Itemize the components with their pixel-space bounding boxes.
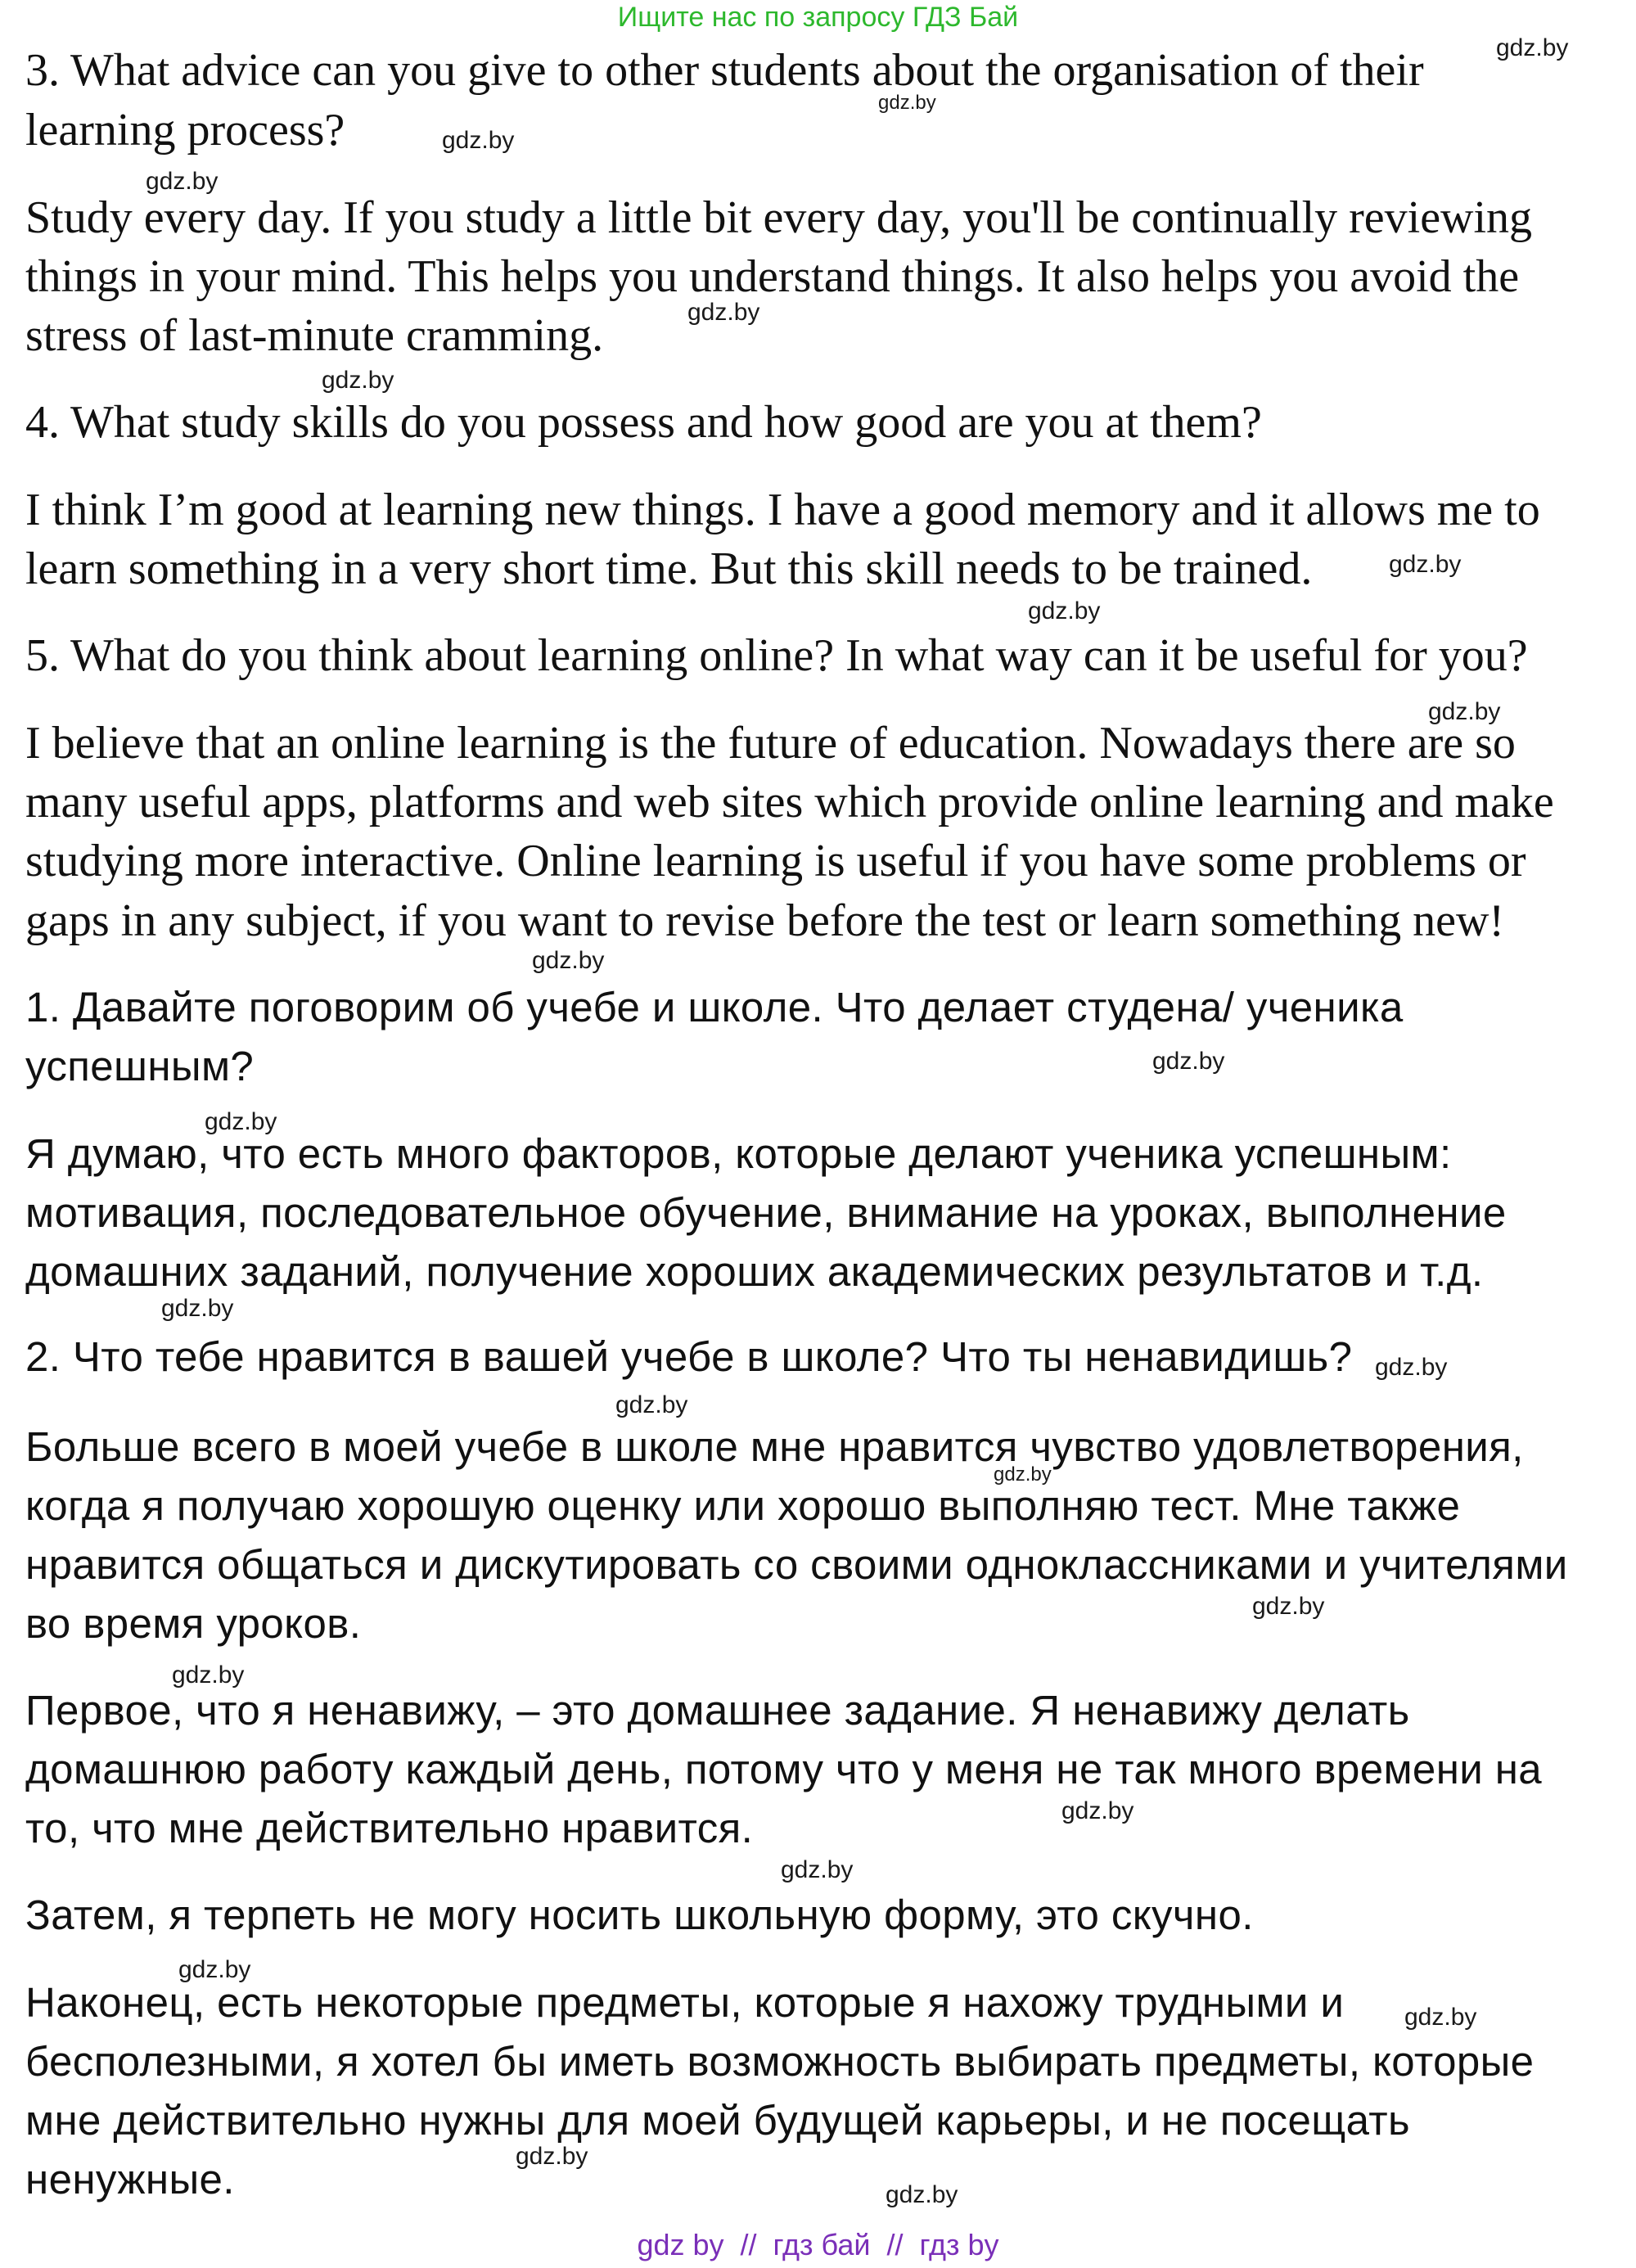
ru-answer-2d-line-4: ненужные.: [25, 2156, 235, 2203]
watermark: gdz.by: [516, 2143, 588, 2170]
watermark: gdz.by: [615, 1391, 688, 1418]
question-3-line-1: 3. What advice can you give to other students about the organisation of their: [25, 45, 1424, 96]
answer-3-line-3: stress of last-minute cramming.: [25, 310, 604, 361]
ru-answer-2-line-2: когда я получаю хорошую оценку или хорошо выполняю тест. Мне также: [25, 1482, 1461, 1529]
question-3-line-2: learning process?: [25, 105, 345, 156]
watermark: gdz.by: [1496, 34, 1569, 61]
ru-answer-1-line-2: мотивация, последовательное обучение, внимание на уроках, выполнение: [25, 1189, 1507, 1236]
watermark: gdz.by: [781, 1856, 854, 1883]
watermark: gdz.by: [1428, 698, 1501, 725]
watermark: gdz.by: [687, 299, 760, 326]
watermark: gdz.by: [172, 1662, 245, 1689]
watermark: gdz.by: [161, 1295, 234, 1322]
ru-question-1-line-1: 1. Давайте поговорим об учебе и школе. Что делает студена/ ученика: [25, 984, 1404, 1030]
watermark: gdz.by: [532, 947, 605, 974]
watermark: gdz.by: [1375, 1354, 1448, 1381]
question-4-line-1: 4. What study skills do you possess and how good are you at them?: [25, 397, 1262, 448]
watermark: gdz.by: [1028, 597, 1101, 624]
watermark: gdz.by: [1252, 1593, 1325, 1620]
answer-5-line-3: studying more interactive. Online learning is useful if you have some problems or: [25, 836, 1526, 886]
answer-4-line-1: I think I’m good at learning new things. I have a good memory and it allows me to: [25, 485, 1540, 535]
ru-answer-2b-line-1: Первое, что я ненавижу, – это домашнее задание. Я ненавижу делать: [25, 1687, 1410, 1734]
answer-5-line-1: I believe that an online learning is the future of education. Nowadays there are so: [25, 718, 1516, 769]
ru-answer-2-line-3: нравится общаться и дискутировать со своими одноклассниками и учителями: [25, 1541, 1568, 1588]
watermark: gdz.by: [886, 2181, 958, 2208]
watermark: gdz.by: [178, 1956, 251, 1983]
watermark: gdz.by: [205, 1108, 277, 1135]
ru-answer-2d-line-2: бесполезными, я хотел бы иметь возможность выбирать предметы, которые: [25, 2038, 1535, 2085]
watermark: gdz.by: [442, 127, 515, 154]
answer-5-line-2: many useful apps, platforms and web sites which provide online learning and make: [25, 777, 1554, 827]
ru-answer-1-line-3: домашних заданий, получение хороших академических результатов и т.д.: [25, 1248, 1484, 1295]
watermark: gdz.by: [1389, 551, 1462, 578]
ru-answer-2d-line-3: мне действительно нужны для моей будущей карьеры, и не посещать: [25, 2097, 1410, 2144]
watermark: gdz.by: [146, 168, 219, 195]
ru-answer-1-line-1: Я думаю, что есть много факторов, которые делают ученика успешным:: [25, 1130, 1452, 1177]
ru-answer-2-line-1: Больше всего в моей учебе в школе мне нравится чувство удовлетворения,: [25, 1423, 1524, 1470]
watermark: gdz.by: [322, 367, 394, 394]
header-search-link[interactable]: Ищите нас по запросу ГДЗ Бай: [617, 2, 1019, 33]
ru-answer-2-line-4: во время уроков.: [25, 1600, 362, 1647]
ru-answer-2b-line-2: домашнюю работу каждый день, потому что у меня не так много времени на: [25, 1746, 1543, 1792]
watermark: gdz.by: [994, 1463, 1052, 1486]
answer-4-line-2: learn something in a very short time. But this skill needs to be trained.: [25, 543, 1313, 594]
ru-answer-2b-line-3: то, что мне действительно нравится.: [25, 1805, 754, 1851]
ru-question-2-line-1: 2. Что тебе нравится в вашей учебе в школе? Что ты ненавидишь?: [25, 1333, 1353, 1380]
watermark: gdz.by: [1061, 1797, 1134, 1824]
ru-answer-2c-line-1: Затем, я терпеть не могу носить школьную форму, это скучно.: [25, 1892, 1254, 1938]
answer-3-line-2: things in your mind. This helps you understand things. It also helps you avoid the: [25, 251, 1520, 302]
answer-3-line-1: Study every day. If you study a little bit every day, you'll be continually reviewing: [25, 192, 1533, 243]
ru-answer-2d-line-1: Наконец, есть некоторые предметы, которые я нахожу трудными и: [25, 1979, 1345, 2026]
watermark: gdz.by: [1152, 1048, 1225, 1075]
ru-question-1-line-2: успешным?: [25, 1043, 255, 1089]
question-5-line-1: 5. What do you think about learning online? In what way can it be useful for you?: [25, 630, 1528, 681]
footer-links[interactable]: gdz by // гдз бай // гдз by: [637, 2228, 999, 2261]
answer-5-line-4: gaps in any subject, if you want to revise before the test or learn something new!: [25, 895, 1505, 946]
watermark: gdz.by: [878, 92, 936, 114]
watermark: gdz.by: [1404, 2004, 1477, 2031]
